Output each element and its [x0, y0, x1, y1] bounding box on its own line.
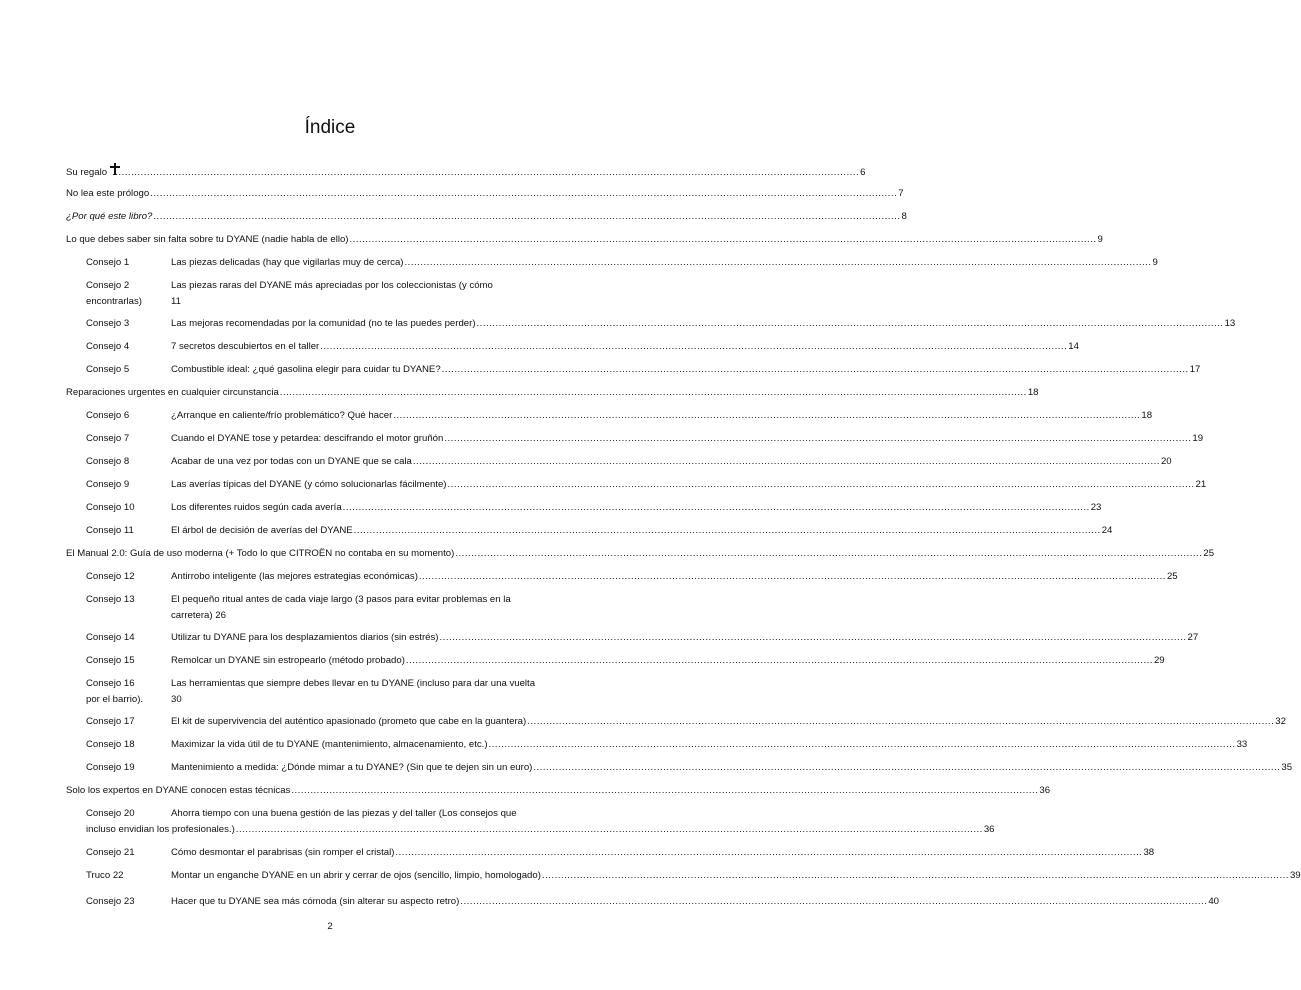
- toc-entry-su-regalo[interactable]: Su regalo ..... 6: [66, 163, 590, 181]
- toc-entry-section-1[interactable]: Lo que debes saber sin falta sobre tu DYANE (nadie habla de ello) ..... 9: [66, 232, 590, 248]
- dot-leader: [320, 339, 1067, 351]
- toc-entry-section-2[interactable]: Reparaciones urgentes en cualquier circunstancia ..... 18: [66, 385, 590, 401]
- dot-leader: [439, 630, 1186, 642]
- toc-entry-consejo-10[interactable]: Consejo 10 Los diferentes ruidos según cada avería ..... 23: [86, 500, 590, 516]
- toc-entry-consejo-23[interactable]: Consejo 23 Hacer que tu DYANE sea más cómoda (sin alterar su aspecto retro) ..... 40: [86, 894, 590, 910]
- page-title: Índice: [304, 117, 356, 138]
- toc-entry-consejo-3[interactable]: Consejo 3 Las mejoras recomendadas por la comunidad (no te las puedes perder) ..... 13: [86, 316, 590, 332]
- toc-entry-consejo-8[interactable]: Consejo 8 Acabar de una vez por todas con un DYANE que se cala ..... 20: [86, 454, 590, 470]
- dot-leader: [406, 653, 1153, 665]
- toc-entry-consejo-20-cont[interactable]: incluso envidian los profesionales.) ..... 36: [86, 822, 590, 838]
- dot-leader: [442, 362, 1189, 374]
- toc-entry-consejo-18[interactable]: Consejo 18 Maximizar la vida útil de tu DYANE (mantenimiento, almacenamiento, etc.) ..... 33: [86, 737, 590, 753]
- toc-entry-consejo-15[interactable]: Consejo 15 Remolcar un DYANE sin estropearlo (método probado) ..... 29: [86, 653, 590, 669]
- toc-entry-section-3[interactable]: El Manual 2.0: Guía de uso moderna (+ Todo lo que CITROËN no contaba en su momento) ..... 25: [66, 546, 590, 562]
- dot-leader: [527, 714, 1274, 726]
- toc-entry-consejo-20[interactable]: Consejo 20 Ahorra tiempo con una buena gestión de las piezas y del taller (Los consejos que: [86, 808, 517, 819]
- toc-entry-consejo-17[interactable]: Consejo 17 El kit de supervivencia del auténtico apasionado (prometo que cabe en la guantera) ..... 32: [86, 714, 590, 730]
- toc-entry-consejo-4[interactable]: Consejo 4 7 secretos descubiertos en el taller ..... 14: [86, 339, 590, 355]
- toc-entry-consejo-5[interactable]: Consejo 5 Combustible ideal: ¿qué gasolina elegir para cuidar tu DYANE? ..... 17: [86, 362, 590, 378]
- toc-entry-por-que[interactable]: ¿Por qué este libro? ..... 8: [66, 209, 590, 225]
- dot-leader: [395, 845, 1142, 857]
- toc-entry-consejo-11[interactable]: Consejo 11 El árbol de decisión de averías del DYANE ..... 24: [86, 523, 590, 539]
- dot-leader: [291, 783, 1038, 795]
- toc-entry-consejo-14[interactable]: Consejo 14 Utilizar tu DYANE para los desplazamientos diarios (sin estrés) ..... 27: [86, 630, 590, 646]
- toc-entry-consejo-7[interactable]: Consejo 7 Cuando el DYANE tose y petardea: descifrando el motor gruñón ..... 19: [86, 431, 590, 447]
- dot-leader: [489, 737, 1236, 749]
- dot-leader: [460, 894, 1207, 906]
- dot-leader: [354, 523, 1101, 535]
- dot-leader: [533, 760, 1280, 772]
- toc-entry-prologo[interactable]: No lea este prólogo ..... 7: [66, 186, 590, 202]
- dot-leader: [413, 454, 1160, 466]
- dot-leader: [419, 569, 1166, 581]
- dot-leader: [280, 385, 1027, 397]
- dot-leader: [455, 546, 1202, 558]
- dot-leader: [444, 431, 1191, 443]
- toc-entry-consejo-21[interactable]: Consejo 21 Cómo desmontar el parabrisas (sin romper el cristal) ..... 38: [86, 845, 590, 861]
- dot-leader: [236, 822, 983, 834]
- dot-leader: [405, 255, 1152, 267]
- dot-leader: [112, 165, 859, 177]
- toc-entry-consejo-13[interactable]: Consejo 13 El pequeño ritual antes de cada viaje largo (3 pasos para evitar problemas en la carretera) 26: [86, 594, 511, 621]
- toc-entry-consejo-19[interactable]: Consejo 19 Mantenimiento a medida: ¿Dónde mimar a tu DYANE? (Sin que te dejen sin un euro) ..... 35: [86, 760, 590, 776]
- toc-entry-consejo-16[interactable]: Consejo 16 por el barrio). Las herramientas que siempre debes llevar en tu DYANE (incluso para dar una vuelta 30: [86, 678, 536, 705]
- toc-entry-truco-22[interactable]: Truco 22 Montar un enganche DYANE en un abrir y cerrar de ojos (sencillo, limpio, homologado) ..... 39: [86, 868, 590, 884]
- dot-leader: [393, 408, 1140, 420]
- dot-leader: [448, 477, 1195, 489]
- page-number: 2: [327, 921, 333, 932]
- toc-entry-consejo-12[interactable]: Consejo 12 Antirrobo inteligente (las mejores estrategias económicas) ..... 25: [86, 569, 590, 585]
- toc-entry-consejo-6[interactable]: Consejo 6 ¿Arranque en caliente/frío problemático? Qué hacer ..... 18: [86, 408, 590, 424]
- toc-entry-consejo-1[interactable]: Consejo 1 Las piezas delicadas (hay que vigilarlas muy de cerca) ..... 9: [86, 255, 590, 271]
- toc-entry-section-4[interactable]: Solo los expertos en DYANE conocen estas técnicas ..... 36: [66, 783, 590, 799]
- dot-leader: [349, 232, 1096, 244]
- toc-entry-consejo-9[interactable]: Consejo 9 Las averías típicas del DYANE (y cómo solucionarlas fácilmente) ..... 21: [86, 477, 590, 493]
- toc-entry-consejo-2[interactable]: Consejo 2 encontrarlas) Las piezas raras del DYANE más apreciadas por los coleccionistas (y cómo 11: [86, 280, 493, 307]
- dot-leader: [542, 868, 1289, 880]
- dot-leader: [153, 209, 900, 221]
- dot-leader: [343, 500, 1090, 512]
- dot-leader: [150, 186, 897, 198]
- dot-leader: [477, 316, 1224, 328]
